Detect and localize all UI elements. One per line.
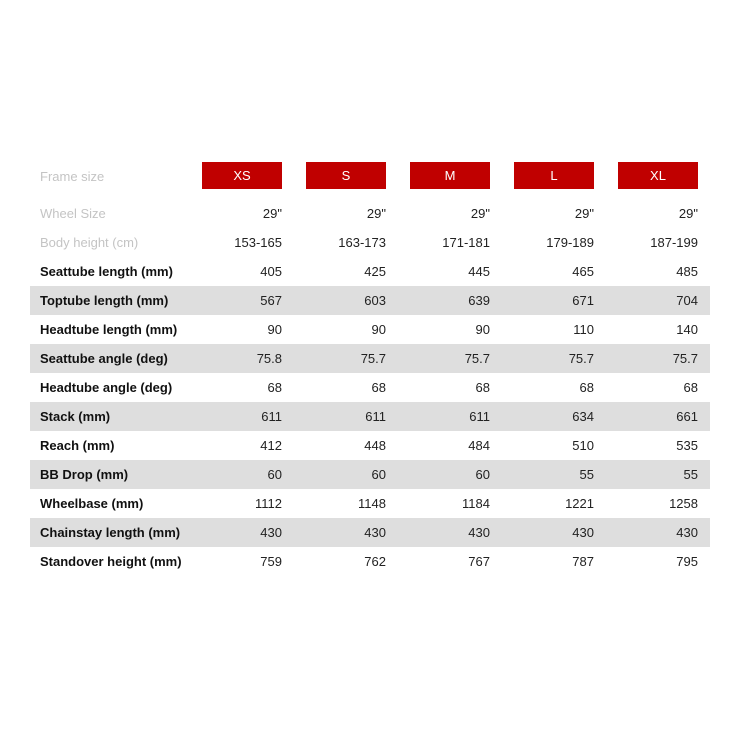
value-cell: 762 (364, 554, 386, 569)
row-label: Stack (mm) (40, 409, 111, 424)
row-label: Seattube length (mm) (40, 264, 173, 279)
value-cell: 603 (364, 293, 386, 308)
table-row-standover-height (30, 547, 710, 576)
value-cell: 634 (572, 409, 594, 424)
table-row-seattube-length (30, 257, 710, 286)
value-cell: 187-199 (650, 235, 698, 250)
value-cell: 425 (364, 264, 386, 279)
table-row-headtube-angle (30, 373, 710, 402)
value-cell: 60 (475, 467, 490, 482)
value-cell: 55 (579, 467, 594, 482)
value-cell: 163-173 (338, 235, 386, 250)
value-cell: 445 (468, 264, 490, 279)
value-cell: 510 (572, 438, 594, 453)
value-cell: 75.8 (256, 351, 282, 366)
value-cell: 795 (676, 554, 698, 569)
table-row-wheel-size (30, 199, 710, 228)
value-cell: 448 (364, 438, 386, 453)
value-cell: 430 (676, 525, 698, 540)
row-label: Wheelbase (mm) (40, 496, 144, 511)
value-cell: 90 (475, 322, 490, 337)
table-row-chainstay-length (30, 518, 710, 547)
table-row-wheelbase (30, 489, 710, 518)
value-cell: 75.7 (360, 351, 386, 366)
value-cell: 787 (572, 554, 594, 569)
value-cell: 1221 (565, 496, 594, 511)
value-cell: 465 (572, 264, 594, 279)
frame-size-label: Frame size (40, 169, 105, 184)
size-tab-m[interactable]: M (410, 162, 490, 189)
value-cell: 110 (573, 322, 594, 337)
value-cell: 671 (572, 293, 594, 308)
table-row-reach (30, 431, 710, 460)
value-cell: 1148 (358, 496, 386, 511)
row-label: Chainstay length (mm) (40, 525, 181, 540)
value-cell: 535 (676, 438, 698, 453)
size-tab-xs[interactable]: XS (202, 162, 282, 189)
value-cell: 75.7 (464, 351, 490, 366)
row-label: Standover height (mm) (40, 554, 182, 569)
value-cell: 611 (261, 409, 282, 424)
value-cell: 140 (676, 322, 698, 337)
value-cell: 1112 (255, 496, 282, 511)
value-cell: 1184 (462, 496, 490, 511)
value-cell: 430 (260, 525, 282, 540)
value-cell: 60 (371, 467, 386, 482)
row-label: Seattube angle (deg) (40, 351, 168, 366)
frame-size-header-row (30, 161, 710, 193)
table-row-stack (30, 402, 710, 431)
value-cell: 29" (470, 206, 490, 221)
value-cell: 29" (366, 206, 386, 221)
size-tab-l[interactable]: L (514, 162, 594, 189)
value-cell: 29" (262, 206, 282, 221)
value-cell: 430 (572, 525, 594, 540)
value-cell: 412 (260, 438, 282, 453)
value-cell: 639 (468, 293, 490, 308)
value-cell: 75.7 (568, 351, 594, 366)
table-row-seattube-angle (30, 344, 710, 373)
value-cell: 68 (683, 380, 698, 395)
table-row-toptube-length (30, 286, 710, 315)
value-cell: 55 (683, 467, 698, 482)
value-cell: 29" (678, 206, 698, 221)
row-label: Headtube length (mm) (40, 322, 178, 337)
value-cell: 430 (468, 525, 490, 540)
value-cell: 90 (371, 322, 386, 337)
row-label: Reach (mm) (40, 438, 115, 453)
value-cell: 75.7 (672, 351, 698, 366)
value-cell: 759 (260, 554, 282, 569)
value-cell: 767 (468, 554, 490, 569)
value-cell: 704 (676, 293, 698, 308)
table-row-body-height (30, 228, 710, 257)
value-cell: 485 (676, 264, 698, 279)
value-cell: 405 (260, 264, 282, 279)
row-label: Wheel Size (40, 206, 106, 221)
table-row-headtube-length (30, 315, 710, 344)
size-tab-s[interactable]: S (306, 162, 386, 189)
value-cell: 567 (260, 293, 282, 308)
value-cell: 68 (579, 380, 594, 395)
value-cell: 29" (574, 206, 594, 221)
value-cell: 430 (364, 525, 386, 540)
value-cell: 68 (371, 380, 386, 395)
value-cell: 179-189 (546, 235, 594, 250)
value-cell: 484 (468, 438, 490, 453)
row-label: Body height (cm) (40, 235, 139, 250)
value-cell: 153-165 (234, 235, 282, 250)
row-label: Headtube angle (deg) (40, 380, 173, 395)
value-cell: 90 (267, 322, 282, 337)
value-cell: 661 (676, 409, 698, 424)
value-cell: 611 (469, 409, 490, 424)
table-row-bb-drop (30, 460, 710, 489)
value-cell: 611 (365, 409, 386, 424)
row-label: Toptube length (mm) (40, 293, 169, 308)
geometry-table (30, 161, 710, 576)
value-cell: 1258 (669, 496, 698, 511)
value-cell: 171-181 (442, 235, 490, 250)
value-cell: 60 (267, 467, 282, 482)
value-cell: 68 (475, 380, 490, 395)
size-tab-xl[interactable]: XL (618, 162, 698, 189)
value-cell: 68 (267, 380, 282, 395)
row-label: BB Drop (mm) (40, 467, 129, 482)
